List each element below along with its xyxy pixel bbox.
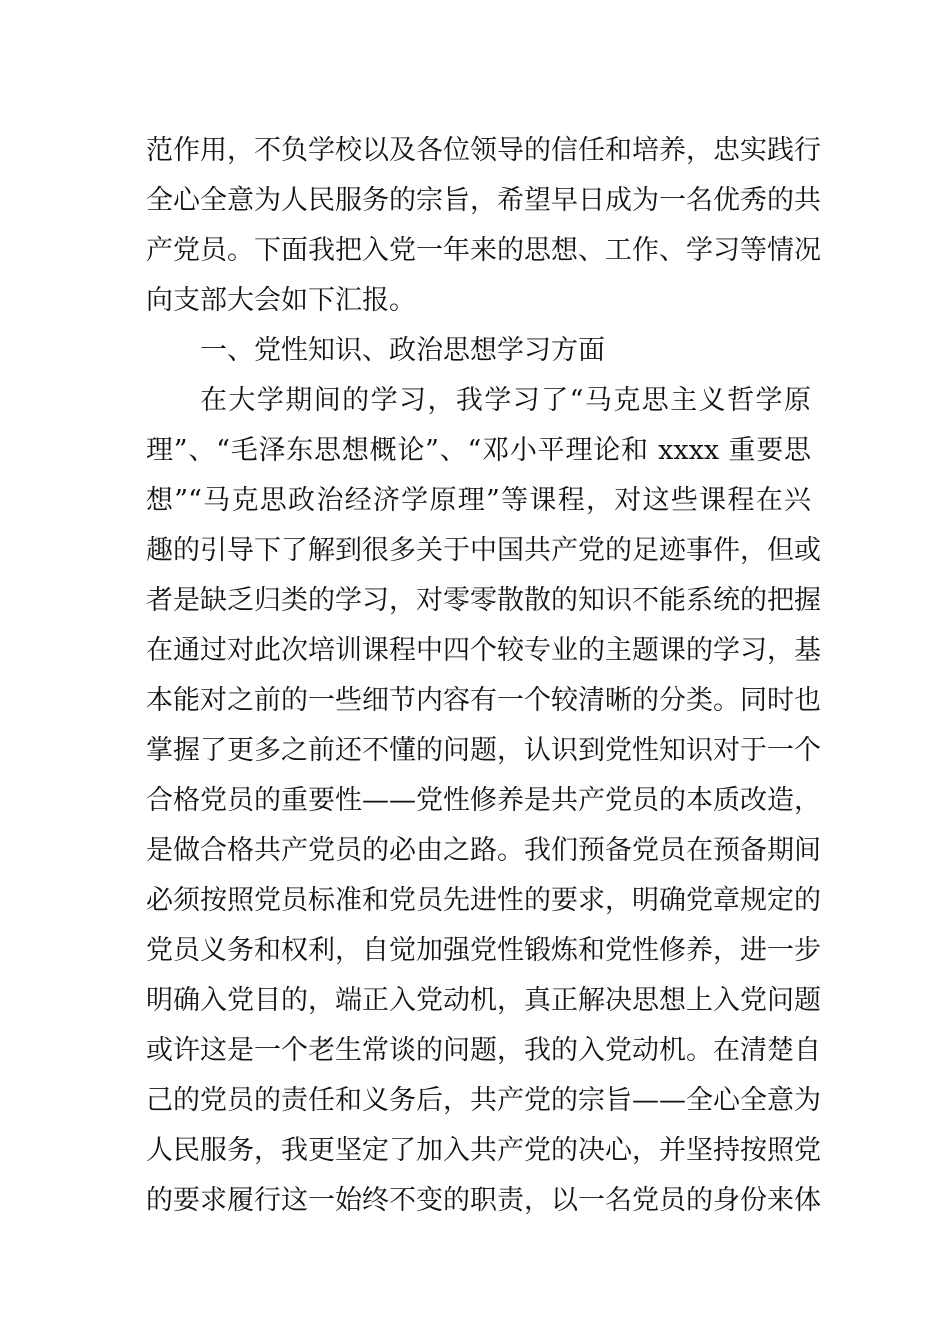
text-line: 理”、“毛泽东思想概论”、“邓小平理论和 xxxx 重要思 xyxy=(146,435,811,466)
body-text xyxy=(146,126,821,1226)
text-line: 党员义务和权利，自觉加强党性锻炼和党性修养，进一步 xyxy=(146,935,821,966)
text-line: 在通过对此次培训课程中四个较专业的主题课的学习，基 xyxy=(146,635,821,666)
text-line: 是做合格共产党员的必由之路。我们预备党员在预备期间 xyxy=(146,835,821,866)
text-line: 或许这是一个老生常谈的问题，我的入党动机。在清楚自 xyxy=(146,1035,821,1066)
text-line: 产党员。下面我把入党一年来的思想、工作、学习等情况 xyxy=(146,235,821,266)
text-line: 的要求履行这一始终不变的职责，以一名党员的身份来体 xyxy=(146,1185,821,1216)
text-line: 明确入党目的，端正入党动机，真正解决思想上入党问题 xyxy=(146,985,821,1016)
text-line: 人民服务，我更坚定了加入共产党的决心，并坚持按照党 xyxy=(146,1135,821,1166)
text-line: 掌握了更多之前还不懂的问题，认识到党性知识对于一个 xyxy=(146,735,821,766)
text-line: 己的党员的责任和义务后，共产党的宗旨——全心全意为 xyxy=(146,1085,821,1116)
text-line: 趣的引导下了解到很多关于中国共产党的足迹事件，但或 xyxy=(146,535,821,566)
text-line: 本能对之前的一些细节内容有一个较清晰的分类。同时也 xyxy=(146,685,821,716)
text-line: 向支部大会如下汇报。 xyxy=(146,285,416,316)
text-line: 全心全意为人民服务的宗旨，希望早日成为一名优秀的共 xyxy=(146,185,821,216)
text-line: 范作用，不负学校以及各位领导的信任和培养，忠实践行 xyxy=(146,135,821,166)
text-line: 合格党员的重要性——党性修养是共产党员的本质改造， xyxy=(146,785,821,816)
text-line: 必须按照党员标准和党员先进性的要求，明确党章规定的 xyxy=(146,885,821,916)
section-heading: 一、党性知识、政治思想学习方面 xyxy=(200,335,605,366)
text-line: 在大学期间的学习，我学习了“马克思主义哲学原 xyxy=(200,385,811,416)
text-line: 者是缺乏归类的学习，对零零散散的知识不能系统的把握 xyxy=(146,585,821,616)
text-line: 想”“马克思政治经济学原理”等课程，对这些课程在兴 xyxy=(146,485,811,516)
